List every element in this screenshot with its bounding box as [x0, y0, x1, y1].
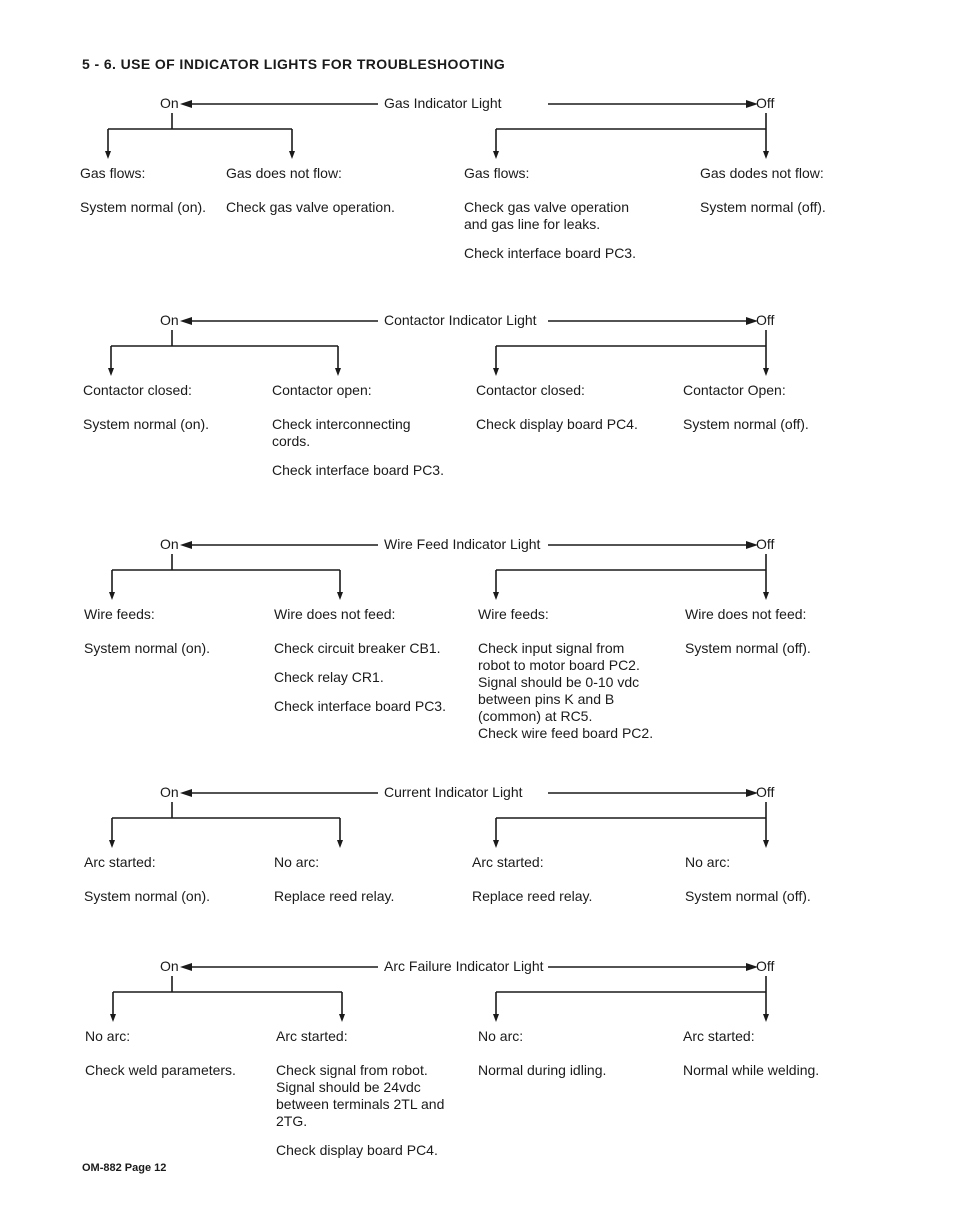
- indicator-diagram: [0, 956, 954, 1158]
- indicator-light-name: Wire Feed Indicator Light: [384, 536, 541, 552]
- outcome-column: [272, 382, 444, 491]
- action-text: Check display board PC4.: [276, 1142, 438, 1158]
- action-text: Check interface board PC3.: [464, 245, 636, 261]
- action-text: Check relay CR1.: [274, 669, 384, 685]
- outcome-column: [226, 165, 395, 228]
- off-label: Off: [756, 95, 775, 111]
- page-footer: OM-882 Page 12: [82, 1162, 167, 1174]
- off-label: Off: [756, 784, 775, 800]
- condition-label: No arc:: [685, 854, 731, 870]
- condition-label: No arc:: [85, 1028, 131, 1044]
- outcome-column: [472, 854, 592, 917]
- indicator-diagram: [0, 534, 954, 741]
- condition-label: Wire does not feed:: [685, 606, 807, 622]
- action-text: Normal during idling.: [478, 1062, 607, 1078]
- action-text: Check interconnecting cords.: [272, 416, 411, 449]
- action-text: System normal (on).: [84, 888, 211, 904]
- condition-label: Arc started:: [472, 854, 544, 870]
- off-label: Off: [756, 958, 775, 974]
- indicator-light-name: Contactor Indicator Light: [384, 312, 537, 328]
- indicator-light-name: Gas Indicator Light: [384, 95, 502, 111]
- outcome-column: [80, 165, 206, 228]
- outcome-column: [84, 606, 210, 669]
- outcome-column: [276, 1028, 444, 1171]
- condition-label: Contactor closed:: [83, 382, 192, 398]
- off-label: Off: [756, 312, 775, 328]
- condition-label: No arc:: [478, 1028, 524, 1044]
- action-text: Check gas valve operation and gas line for leaks.: [464, 199, 629, 232]
- section-title: 5 - 6. USE OF INDICATOR LIGHTS FOR TROUBLESHOOTING: [82, 56, 506, 72]
- outcome-column: [683, 382, 809, 445]
- action-text: Check display board PC4.: [476, 416, 638, 432]
- action-text: System normal (on).: [83, 416, 210, 432]
- condition-label: Arc started:: [84, 854, 156, 870]
- indicator-light-name: Arc Failure Indicator Light: [384, 958, 544, 974]
- condition-label: Gas flows:: [80, 165, 146, 181]
- outcome-column: [700, 165, 826, 228]
- on-label: On: [160, 95, 179, 111]
- condition-label: Gas flows:: [464, 165, 530, 181]
- outcome-column: [83, 382, 209, 445]
- condition-label: Arc started:: [276, 1028, 348, 1044]
- outcome-column: [476, 382, 638, 445]
- action-text: System normal (off).: [700, 199, 826, 215]
- indicator-light-name: Current Indicator Light: [384, 784, 523, 800]
- on-label: On: [160, 312, 179, 328]
- indicator-diagram: [0, 93, 954, 273]
- action-text: Check circuit breaker CB1.: [274, 640, 441, 656]
- condition-label: Gas does not flow:: [226, 165, 342, 181]
- condition-label: Contactor closed:: [476, 382, 585, 398]
- condition-label: Contactor Open:: [683, 382, 786, 398]
- outcome-column: [85, 1028, 236, 1091]
- outcome-column: [685, 606, 811, 669]
- action-text: Check interface board PC3.: [274, 698, 446, 714]
- outcome-column: [478, 606, 653, 754]
- action-text: Check gas valve operation.: [226, 199, 395, 215]
- condition-label: Wire feeds:: [84, 606, 155, 622]
- action-text: Check input signal from robot to motor board PC2. Signal should be 0-10 vdc between pins K and B (common) at RC5. Check wire feed board PC2.: [478, 640, 654, 741]
- on-label: On: [160, 536, 179, 552]
- action-text: System normal (off).: [683, 416, 809, 432]
- outcome-column: [274, 606, 446, 727]
- outcome-column: [464, 165, 636, 274]
- condition-label: No arc:: [274, 854, 320, 870]
- action-text: Normal while welding.: [683, 1062, 820, 1078]
- outcome-column: [685, 854, 811, 917]
- action-text: Check weld parameters.: [85, 1062, 236, 1078]
- condition-label: Arc started:: [683, 1028, 755, 1044]
- action-text: System normal (off).: [685, 640, 811, 656]
- action-text: System normal (on).: [84, 640, 211, 656]
- indicator-diagram: [0, 310, 954, 490]
- action-text: Replace reed relay.: [472, 888, 593, 904]
- outcome-column: [478, 1028, 606, 1091]
- on-label: On: [160, 958, 179, 974]
- condition-label: Contactor open:: [272, 382, 372, 398]
- action-text: Replace reed relay.: [274, 888, 395, 904]
- on-label: On: [160, 784, 179, 800]
- action-text: System normal (on).: [80, 199, 207, 215]
- outcome-column: [683, 1028, 819, 1091]
- condition-label: Wire does not feed:: [274, 606, 396, 622]
- condition-label: Wire feeds:: [478, 606, 549, 622]
- indicator-diagram: [0, 782, 954, 962]
- outcome-column: [84, 854, 210, 917]
- action-text: Check signal from robot. Signal should be 24vdc between terminals 2TL and 2TG.: [276, 1062, 445, 1129]
- action-text: Check interface board PC3.: [272, 462, 444, 478]
- off-label: Off: [756, 536, 775, 552]
- outcome-column: [274, 854, 394, 917]
- condition-label: Gas dodes not flow:: [700, 165, 824, 181]
- action-text: System normal (off).: [685, 888, 811, 904]
